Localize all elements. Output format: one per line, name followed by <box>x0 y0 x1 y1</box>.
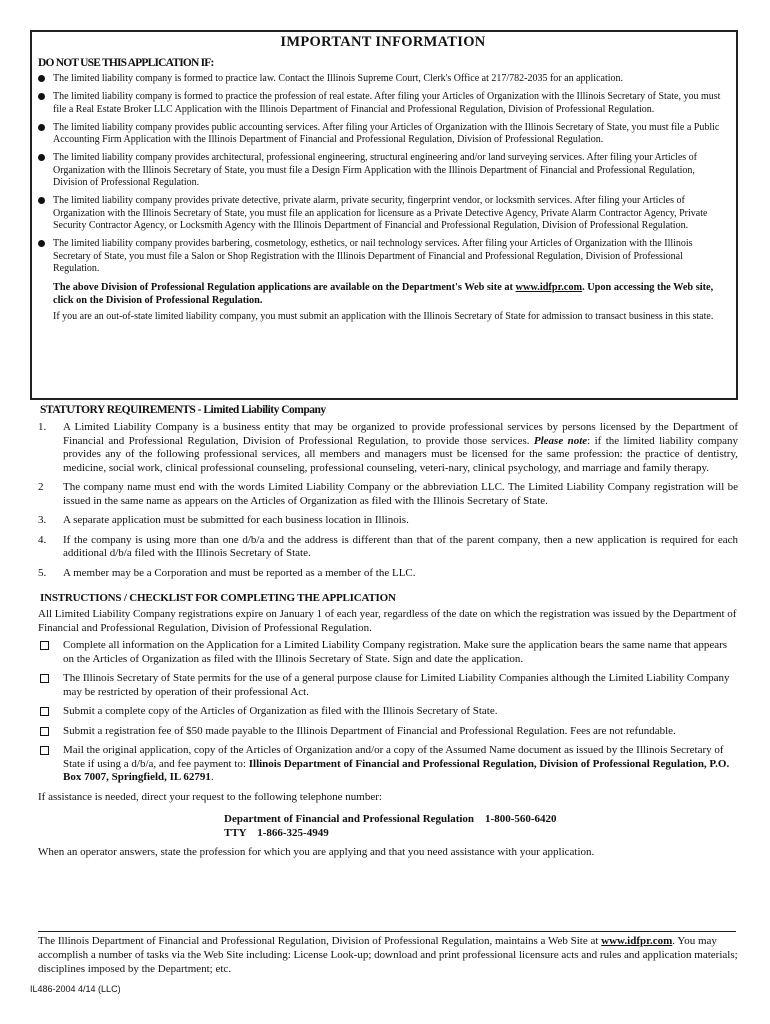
mailing-address: Illinois Department of Financial and Professional Regulation, Division of Professional Regulation, P.O. Box 7007, Springfield, IL 62791 <box>63 757 730 783</box>
restriction-item: The limited liability company is formed to practice the profession of real estate. After filing your Articles of Organization with the Illinois Secretary of State, you must file a Real Estate Broker LLC Application with the Illinois Department of Financial and Professional Regulation, Division of Professional Regulation. <box>38 91 728 116</box>
checklist-item: Mail the original application, copy of the Articles of Organization and/or a copy of the Assumed Name document as issued by the Illinois Secretary of State if using a d/b/a, and fee payment to: Illinois Department of Financial and Professional Regulation, Division of Professional Regulation, P.O. Box 7007, Springfield, IL 62791. <box>38 744 738 785</box>
form-number: IL486-2004 4/14 (LLC) <box>30 984 121 994</box>
statutory-item: 2 The company name must end with the words Limited Liability Company or the abbreviation LLC. The Limited Liability Company registration will be issued in the same name as appears on the Articles of Organization as filed with the Illinois Secretary of State. <box>38 481 738 507</box>
statutory-item: 4. If the company is using more than one d/b/a and the address is different than that of the parent company, then a new application is required for each additional d/b/a filed with the Illinois Secretary of State. <box>38 533 738 559</box>
statutory-item: 3. A separate application must be submitted for each business location in Illinois. <box>38 514 409 526</box>
bullet-icon <box>38 240 45 247</box>
checklist <box>38 639 738 785</box>
checkbox-icon <box>40 746 49 755</box>
assistance-text: If assistance is needed, direct your request to the following telephone number: <box>38 790 382 803</box>
checklist-item: Complete all information on the Application for a Limited Liability Company registration. Make sure the application bears the same name that appears on the Articles of Organization as filed with the Illinois Secretary of State. Sign and date the application. <box>38 639 738 666</box>
statutory-item: 1. A Limited Liability Company is a business entity that may be organized to provide professional services by persons licensed by the Department of Financial and Professional Regulation, Division of Professional Regulation, to provide those services. Please note: if the limited liability company provides any of the following professional services, all members and managers must be licensed for the same profession: the practice of dentistry, medicine, social work, clinical professional counseling, professional counseling, veteri-nary, clinical psychology, and marriage and family therapy. <box>38 421 738 474</box>
restriction-item: The limited liability company provides barbering, cosmetology, esthetics, or nail technology services. After filing your Articles of Organization with the Illinois Secretary of State, you must file a Salon or Shop Registration with the Illinois Department of Financial and Professional Regulation, Division of Professional Regulation. <box>38 238 728 275</box>
footer-idfpr-link[interactable]: www.idfpr.com <box>601 935 673 947</box>
footer-note: The Illinois Department of Financial and Professional Regulation, Division of Professional Regulation, maintains a Web Site at www.idfpr.com. You may accomplish a number of tasks via the Web Site including: License Look-up; download and print professional licensure acts and rules and application materials; disciplines imposed by the Department; etc. <box>38 935 738 975</box>
checkbox-icon <box>40 674 49 683</box>
bullet-icon <box>38 154 45 161</box>
restriction-item: The limited liability company provides architectural, professional engineering, structural engineering and/or land surveying services. After filing your Articles of Organization with the Illinois Secretary of State, you must file a Design Firm Application with the Illinois Department of Financial and Professional Regulation, Division of Professional Regulation. <box>38 152 728 189</box>
page-title: IMPORTANT INFORMATION <box>280 34 486 50</box>
contact-block <box>38 812 738 840</box>
statutory-heading: STATUTORY REQUIREMENTS - Limited Liability Company <box>40 404 326 416</box>
statutory-list <box>38 421 738 580</box>
out-of-state-note: If you are an out-of-state limited liability company, you must submit an application with the Illinois Secretary of State for admission to transact business in this state. <box>53 311 714 323</box>
checkbox-icon <box>40 641 49 650</box>
restriction-list <box>38 73 728 275</box>
restriction-item: The limited liability company provides public accounting services. After filing your Articles of Organization with the Illinois Secretary of State, you must file a Public Accounting Firm Application with the Illinois Department of Financial and Professional Regulation, Division of Professional Regulation. <box>38 122 728 147</box>
tty-phone: TTY 1-866-325-4949 <box>224 827 329 839</box>
main-content <box>38 404 738 864</box>
checklist-item: Submit a registration fee of $50 made payable to the Illinois Department of Financial and Professional Regulation. Fees are not refundable. <box>38 725 738 739</box>
idfpr-link[interactable]: www.idfpr.com <box>515 282 583 294</box>
important-information-box <box>30 30 738 400</box>
web-site-note: The above Division of Professional Regulation applications are available on the Department's Web site at www.idfpr.com. Upon accessing the Web site, click on the Division of Professional Regulation. <box>53 282 714 307</box>
bullet-icon <box>38 124 45 131</box>
instructions-heading: INSTRUCTIONS / CHECKLIST FOR COMPLETING THE APPLICATION <box>40 592 396 604</box>
operator-note: When an operator answers, state the profession for which you are applying and that you need assistance with your application. <box>38 846 595 858</box>
checklist-item: Submit a complete copy of the Articles of Organization as filed with the Illinois Secretary of State. <box>38 705 738 719</box>
bullet-icon <box>38 75 45 82</box>
checkbox-icon <box>40 727 49 736</box>
department-phone: Department of Financial and Professional Regulation 1-800-560-6420 <box>224 813 557 825</box>
bullet-icon <box>38 93 45 100</box>
checkbox-icon <box>40 707 49 716</box>
checklist-item: The Illinois Secretary of State permits for the use of a general purpose clause for Limited Liability Companies although the Limited Liability Company may be restricted by operation of their professional Act. <box>38 672 738 699</box>
statutory-item: 5. A member may be a Corporation and must be reported as a member of the LLC. <box>38 566 416 579</box>
restriction-item: The limited liability company provides private detective, private alarm, private security, fingerprint vendor, or locksmith services. After filing your Articles of Organization with the Illinois Secretary of State, you must file an application for licensure as a Private Detective Agency, Private Alarm Contractor Agency, Private Security Contractor Agency, or Locksmith Agency with the Illinois Department of Financial and Professional Regulation, Division of Professional Regulation. <box>38 195 728 232</box>
footer-divider <box>38 931 736 932</box>
do-not-use-heading: DO NOT USE THIS APPLICATION IF: <box>38 57 214 69</box>
expiration-paragraph: All Limited Liability Company registrations expire on January 1 of each year, regardless of the date on which the registration was issued by the Department of Financial and Professional Regulation, Division of Professional Regulation. <box>38 608 737 634</box>
bullet-icon <box>38 197 45 204</box>
restriction-item: The limited liability company is formed to practice law. Contact the Illinois Supreme Court, Clerk's Office at 217/782-2035 for an application. <box>38 73 728 85</box>
